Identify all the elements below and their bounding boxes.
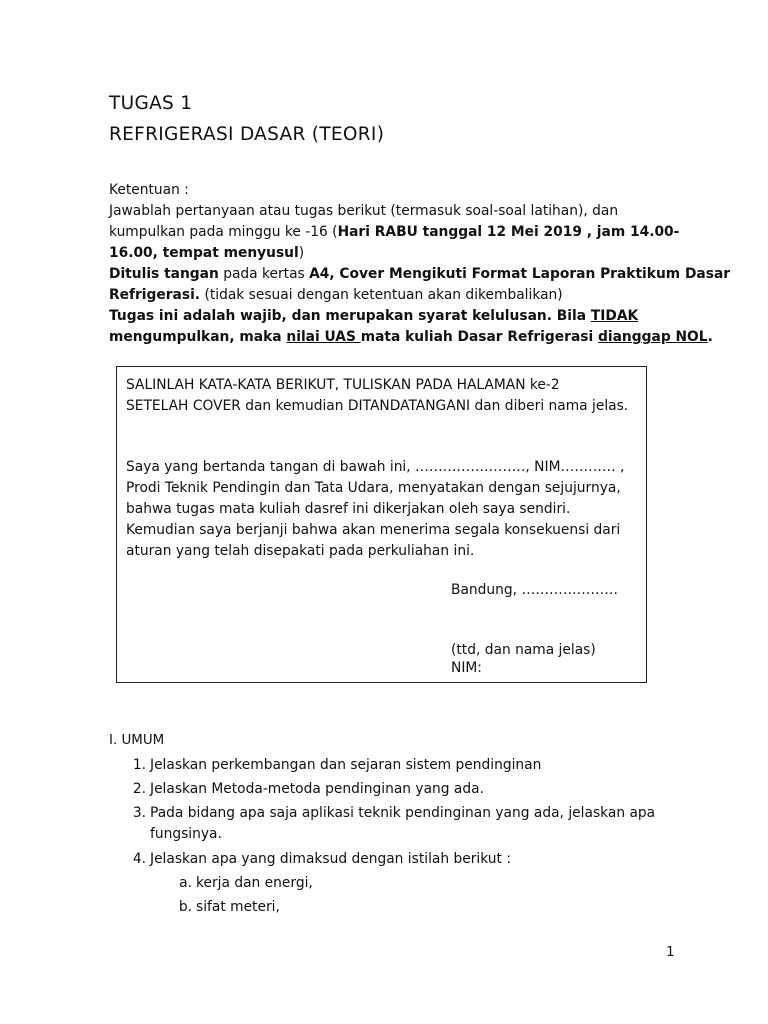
- item-text: kerja dan energi,: [196, 875, 313, 891]
- rules-mandatory: Tugas ini adalah wajib, dan merupakan syarat kelulusan. Bila: [109, 308, 591, 324]
- rules-line: [109, 264, 730, 286]
- rules-text: mengumpulkan, maka: [109, 329, 287, 345]
- item-text: Jelaskan apa yang dimaksud dengan istilah berikut :: [150, 851, 511, 867]
- item-number: 2.: [132, 781, 146, 797]
- rules-format: A4, Cover Mengikuti Format Laporan Praktikum Dasar: [309, 266, 731, 282]
- statement-nim: NIM:: [451, 660, 482, 676]
- statement-place: Bandung, …………………: [451, 582, 619, 598]
- rules-text: (tidak sesuai dengan ketentuan akan dikembalikan): [200, 287, 563, 303]
- rules-heading: Ketentuan :: [109, 182, 189, 198]
- document-subtitle: REFRIGERASI DASAR (TEORI): [109, 124, 385, 145]
- rules-line: [109, 306, 638, 328]
- statement-text: Kemudian saya berjanji bahwa akan menerima segala konsekuensi dari: [126, 522, 621, 538]
- statement-text: Saya yang bertanda tangan di bawah ini, ……………………, NIM………… ,: [126, 459, 625, 475]
- rules-date: Hari RABU tanggal 12 Mei 2019 , jam 14.00-: [337, 224, 680, 240]
- item-text: Jelaskan perkembangan dan sejaran sistem pendinginan: [150, 757, 542, 773]
- rules-handwritten: Ditulis tangan: [109, 266, 219, 282]
- rules-text: kumpulkan pada minggu ke -16 (: [109, 224, 338, 240]
- rules-text: ): [298, 245, 305, 261]
- rules-line: [109, 243, 304, 265]
- item-text: fungsinya.: [150, 826, 222, 842]
- statement-instruction: SETELAH COVER dan kemudian DITANDATANGANI dan diberi nama jelas.: [126, 398, 629, 414]
- rules-line: Jawablah pertanyaan atau tugas berikut (termasuk soal-soal latihan), dan: [109, 203, 619, 219]
- statement-signature: (ttd, dan nama jelas): [451, 642, 596, 658]
- document-title: TUGAS 1: [109, 93, 193, 114]
- item-number: b.: [178, 899, 192, 915]
- rules-text: .: [707, 329, 713, 345]
- rules-time: 16.00, tempat menyusul: [109, 245, 299, 261]
- rules-zero: dianggap NOL: [598, 329, 708, 345]
- rules-format: Refrigerasi.: [109, 287, 201, 303]
- rules-line: [109, 222, 679, 244]
- item-number: 1.: [132, 757, 146, 773]
- item-text: Pada bidang apa saja aplikasi teknik pendinginan yang ada, jelaskan apa: [150, 805, 656, 821]
- item-text: Jelaskan Metoda-metoda pendinginan yang ada.: [150, 781, 484, 797]
- item-number: 3.: [132, 805, 146, 821]
- statement-text: Prodi Teknik Pendingin dan Tata Udara, menyatakan dengan sejujurnya,: [126, 480, 621, 496]
- item-text: sifat meteri,: [196, 899, 280, 915]
- rules-line: [109, 327, 713, 349]
- statement-text: aturan yang telah disepakati pada perkuliahan ini.: [126, 543, 475, 559]
- rules-text: pada kertas: [218, 266, 310, 282]
- rules-uas: nilai UAS: [286, 329, 361, 345]
- item-number: a.: [179, 875, 192, 891]
- rules-line: [109, 285, 563, 307]
- rules-not: TIDAK: [590, 308, 639, 324]
- rules-text: mata kuliah Dasar Refrigerasi: [360, 329, 599, 345]
- item-number: 4.: [132, 851, 146, 867]
- statement-instruction: SALINLAH KATA-KATA BERIKUT, TULISKAN PADA HALAMAN ke-2: [126, 377, 560, 393]
- section-heading: I. UMUM: [109, 733, 165, 748]
- page-number: 1: [666, 944, 675, 960]
- statement-text: bahwa tugas mata kuliah dasref ini dikerjakan oleh saya sendiri.: [126, 501, 571, 517]
- statement-box: [116, 366, 647, 683]
